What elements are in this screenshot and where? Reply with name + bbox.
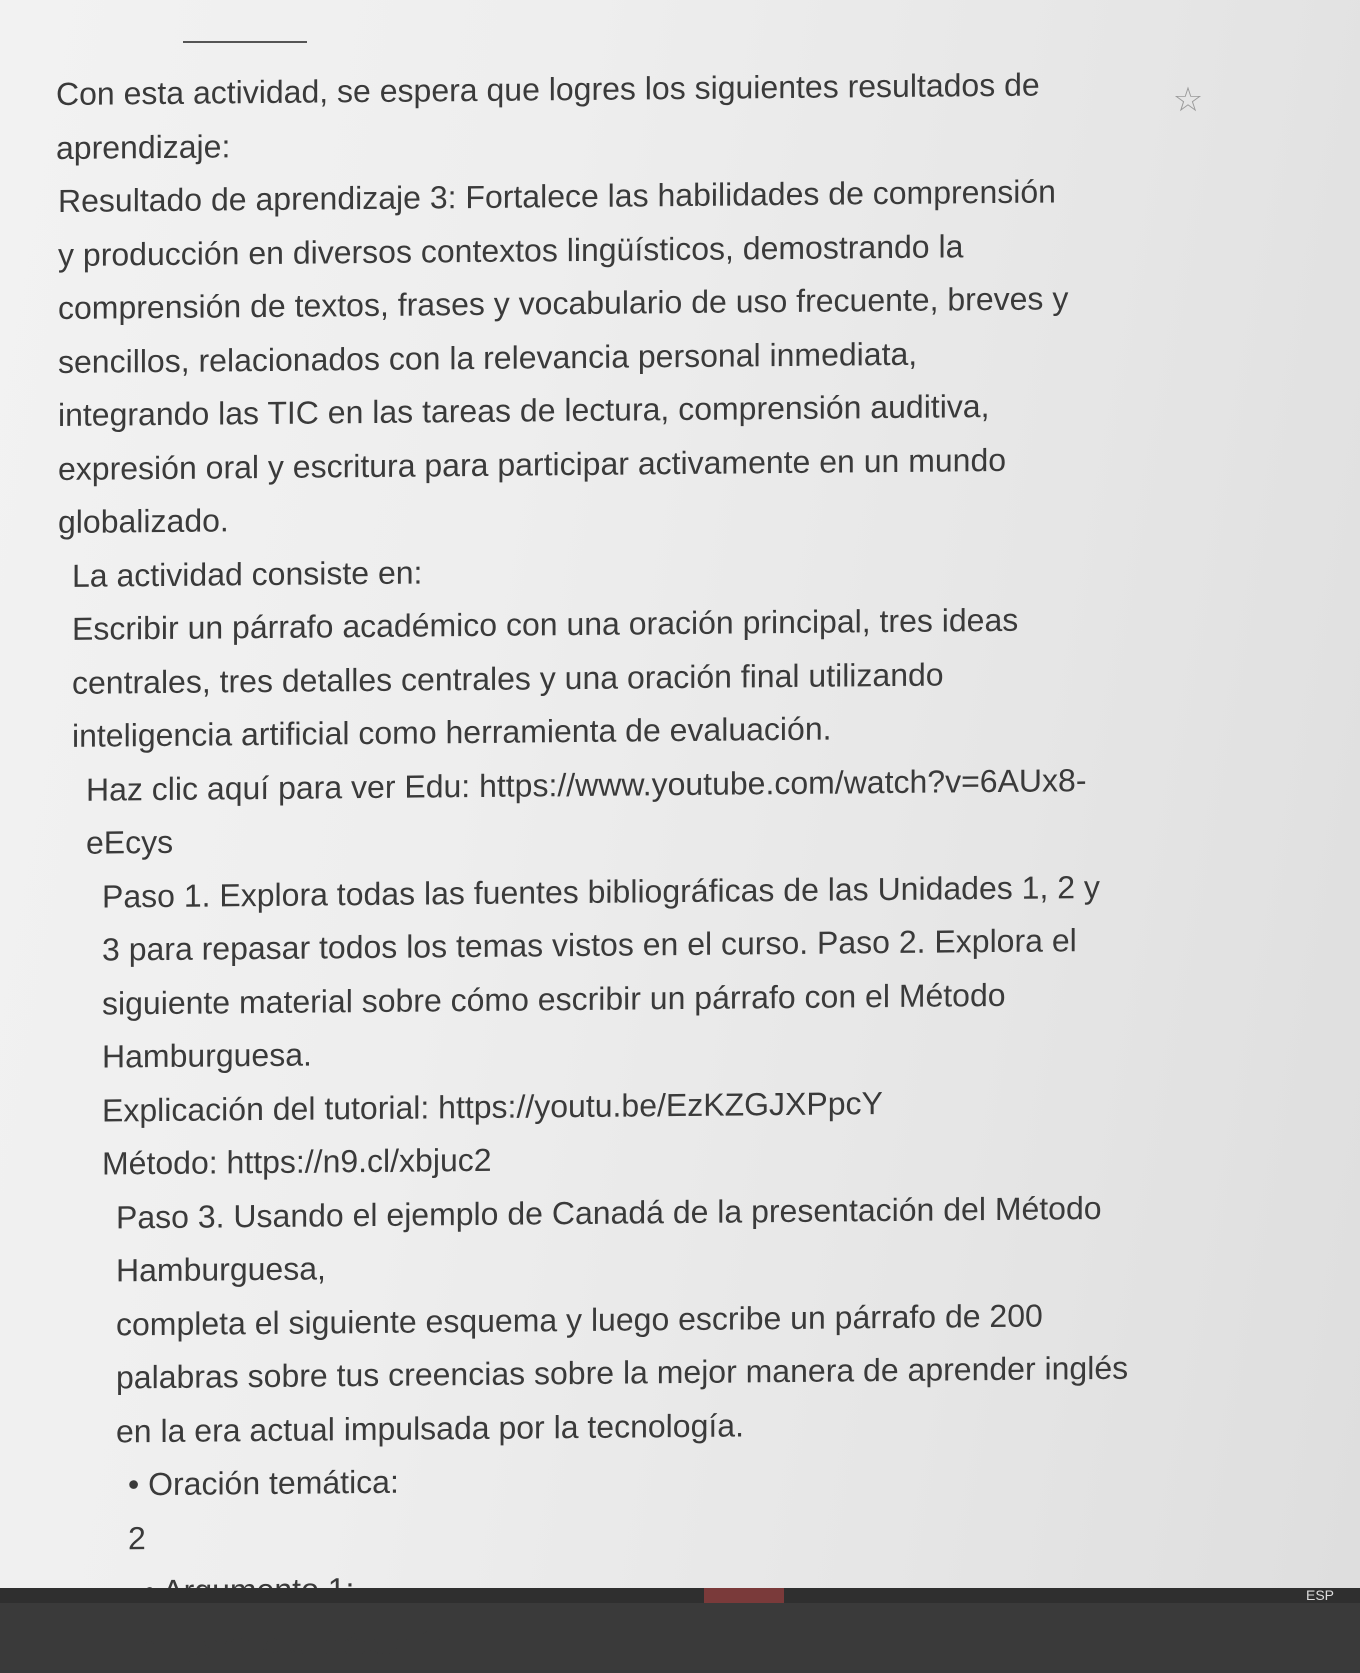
outline-topic-sentence: • Oración temática: <box>128 1463 399 1503</box>
tutorial-link[interactable]: Explicación del tutorial: https://youtu.be/EzKZGJXPpcY <box>102 1084 883 1129</box>
intro-line-2: aprendizaje: <box>56 127 231 166</box>
activity-description: Escribir un párrafo académico con una oración principal, tres ideas centrales, tres detalles centrales y una oración final utilizando inteligencia artificial como herramienta de evaluación. <box>72 601 1019 754</box>
learning-outcome: Resultado de aprendizaje 3: Fortalece las habilidades de comprensión y producción en diversos contextos lingüísticos, demostrando la comprensión de textos, frases y vocabulario de uso frecuente, breves y sencillos, relacionados con la relevancia personal inmediata, integrando las TIC en las tareas de lectura, comprensión auditiva, expresión oral y escritura para participar activamente en un mundo globalizado. <box>58 173 1069 540</box>
taskbar-active-item[interactable] <box>704 1588 784 1603</box>
activity-heading: La actividad consiste en: <box>72 553 423 594</box>
taskbar <box>0 1588 1360 1603</box>
language-indicator[interactable]: ESP <box>1305 1587 1334 1603</box>
intro-line-1: Con esta actividad, se espera que logres los siguientes resultados de <box>56 66 1040 112</box>
step-3: Paso 3. Usando el ejemplo de Canadá de la presentación del Método Hamburguesa, completa el siguiente esquema y luego escribe un párrafo de 200 palabras sobre tus creencias sobre la mejor manera de aprender inglés en la era actual impulsada por la tecnología. <box>116 1189 1129 1449</box>
edu-video-link[interactable]: Haz clic aquí para ver Edu: https://www.youtube.com/watch?v=6AUx8- eEcys <box>86 761 1087 861</box>
outline-example-1: • Ejemplo o detalle 1: <box>144 1623 446 1663</box>
outline-number: 2 <box>128 1519 146 1556</box>
top-divider <box>183 41 307 43</box>
steps-1-2: Paso 1. Explora todas las fuentes bibliográficas de las Unidades 1, 2 y 3 para repasar todos los temas vistos en el curso. Paso 2. Explora el siguiente material sobre cómo escribir un párrafo con el Método Hamburguesa. <box>102 868 1100 1075</box>
star-icon[interactable]: ☆ <box>1172 80 1204 120</box>
activity-text <box>56 58 1146 1673</box>
method-link[interactable]: Método: https://n9.cl/xbjuc2 <box>102 1141 492 1182</box>
